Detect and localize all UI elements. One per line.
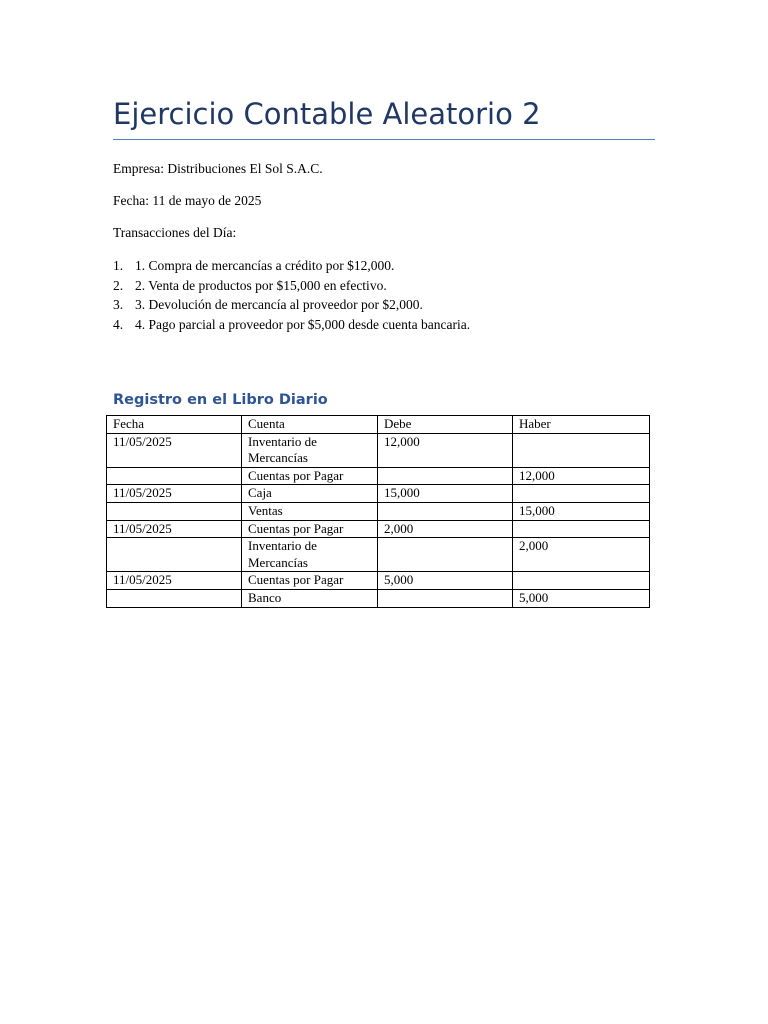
cell-haber: 5,000	[513, 589, 650, 607]
cell-debe	[378, 502, 513, 520]
cell-haber: 2,000	[513, 538, 650, 572]
column-header-debe: Debe	[378, 416, 513, 434]
transaction-number: 4.	[113, 317, 124, 333]
transaction-item	[113, 295, 470, 315]
table-row	[107, 502, 650, 520]
cell-cuenta: Inventario de Mercancías	[242, 538, 378, 572]
table-row	[107, 485, 650, 503]
transactions-list	[113, 256, 470, 335]
cell-cuenta: Banco	[242, 589, 378, 607]
cell-debe: 5,000	[378, 572, 513, 590]
transaction-number: 1.	[113, 258, 124, 273]
cell-debe: 15,000	[378, 485, 513, 503]
cell-fecha: 11/05/2025	[107, 485, 242, 503]
cell-haber	[513, 433, 650, 467]
transaction-text: 4. Pago parcial a proveedor por $5,000 desde cuenta bancaria.	[135, 317, 471, 333]
column-header-fecha: Fecha	[107, 416, 242, 434]
column-header-cuenta: Cuenta	[242, 416, 378, 434]
transaction-number: 2.	[113, 277, 124, 293]
cell-cuenta: Cuentas por Pagar	[242, 467, 378, 485]
journal-table	[106, 415, 650, 608]
cell-debe	[378, 467, 513, 485]
cell-fecha	[107, 502, 242, 520]
title-underline-rule	[113, 139, 655, 140]
cell-debe: 2,000	[378, 520, 513, 538]
cell-fecha	[107, 589, 242, 607]
cell-haber	[513, 520, 650, 538]
table-row	[107, 589, 650, 607]
cell-fecha	[107, 467, 242, 485]
transaction-item	[113, 315, 470, 335]
cell-haber: 15,000	[513, 502, 650, 520]
transaction-item	[113, 276, 470, 296]
cell-haber	[513, 572, 650, 590]
company-line: Empresa: Distribuciones El Sol S.A.C.	[113, 161, 323, 176]
column-header-haber: Haber	[513, 416, 650, 434]
date-line: Fecha: 11 de mayo de 2025	[113, 193, 262, 208]
table-row	[107, 538, 650, 572]
transaction-text: 3. Devolución de mercancía al proveedor por $2,000.	[135, 297, 423, 313]
table-row	[107, 520, 650, 538]
cell-cuenta: Ventas	[242, 502, 378, 520]
cell-haber: 12,000	[513, 467, 650, 485]
cell-cuenta: Cuentas por Pagar	[242, 520, 378, 538]
table-header-row	[107, 416, 650, 434]
transaction-number: 3.	[113, 297, 124, 313]
cell-debe	[378, 589, 513, 607]
journal-section-heading: Registro en el Libro Diario	[113, 392, 328, 408]
cell-cuenta: Cuentas por Pagar	[242, 572, 378, 590]
table-row	[107, 467, 650, 485]
cell-cuenta: Caja	[242, 485, 378, 503]
cell-cuenta: Inventario de Mercancías	[242, 433, 378, 467]
table-row	[107, 572, 650, 590]
transaction-text: 1. Compra de mercancías a crédito por $12,000.	[135, 258, 395, 273]
cell-fecha: 11/05/2025	[107, 520, 242, 538]
transaction-item	[113, 256, 470, 276]
transactions-label: Transacciones del Día:	[113, 225, 237, 240]
cell-fecha	[107, 538, 242, 572]
transaction-text: 2. Venta de productos por $15,000 en efectivo.	[135, 277, 387, 293]
cell-fecha: 11/05/2025	[107, 572, 242, 590]
cell-haber	[513, 485, 650, 503]
cell-fecha: 11/05/2025	[107, 433, 242, 467]
cell-debe: 12,000	[378, 433, 513, 467]
table-row	[107, 433, 650, 467]
cell-debe	[378, 538, 513, 572]
document-title: Ejercicio Contable Aleatorio 2	[113, 97, 541, 131]
